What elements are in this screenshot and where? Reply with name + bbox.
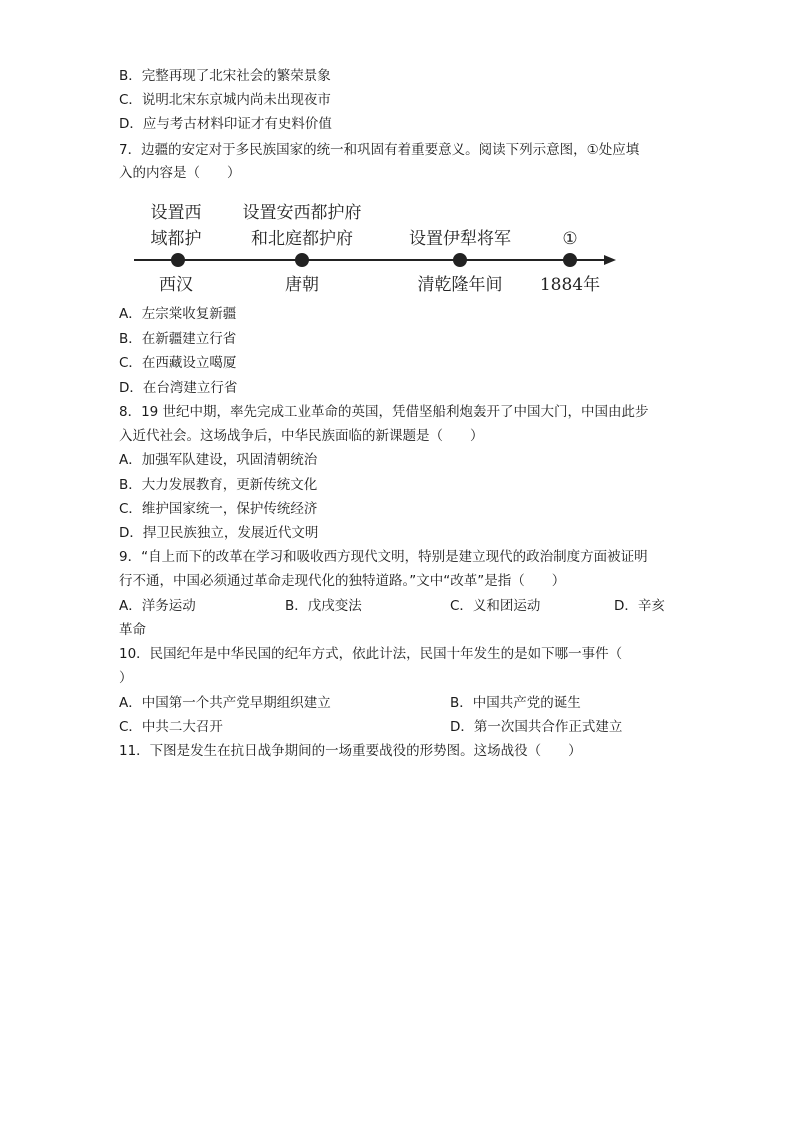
timeline-event-1-bottom: 域都护 — [150, 229, 202, 249]
q8-option-a: A．加强军队建设，巩固清朝统治 — [119, 452, 318, 468]
timeline-era-2: 唐朝 — [285, 275, 319, 295]
timeline-dot-2 — [295, 253, 309, 267]
timeline-era-3: 清乾隆年间 — [417, 275, 503, 295]
q10-option-a: A．中国第一个共产党早期组织建立 — [119, 695, 331, 711]
timeline-dot-4 — [563, 253, 577, 267]
q7-stem-line2: 入的内容是（ ） — [119, 165, 241, 181]
q8-option-c: C．维护国家统一，保护传统经济 — [119, 501, 318, 517]
q9-stem-line2: 行不通，中国必须通过革命走现代化的独特道路。”文中“改革”是指（ ） — [119, 573, 566, 589]
q9-option-d-continued: 革命 — [119, 622, 146, 638]
q9-option-c: C．义和团运动 — [450, 598, 541, 614]
timeline-dot-1 — [171, 253, 185, 267]
timeline-event-2-bottom: 和北庭都护府 — [251, 229, 353, 249]
q7-option-b: B．在新疆建立行省 — [119, 331, 237, 347]
q7-stem-line1: 7．边疆的安定对于多民族国家的统一和巩固有着重要意义。阅读下列示意图，①处应填 — [119, 142, 640, 158]
timeline-era-1: 西汉 — [159, 275, 193, 295]
q11-stem: 11．下图是发生在抗日战争期间的一场重要战役的形势图。这场战役（ ） — [119, 743, 582, 759]
q9-option-a: A．洋务运动 — [119, 598, 196, 614]
timeline-event-2-top: 设置安西都护府 — [242, 203, 362, 223]
timeline-event-3-bottom: 设置伊犁将军 — [409, 229, 511, 249]
q6-option-d: D．应与考古材料印证才有史料价值 — [119, 116, 332, 132]
q10-stem-line1: 10．民国纪年是中华民国的纪年方式，依此计法，民国十年发生的是如下哪一事件（ — [119, 646, 623, 662]
q7-option-d: D．在台湾建立行省 — [119, 380, 238, 396]
q7-option-c: C．在西藏设立噶厦 — [119, 355, 237, 371]
q8-option-b: B．大力发展教育，更新传统文化 — [119, 477, 318, 493]
q8-stem-line2: 入近代社会。这场战争后，中华民族面临的新课题是（ ） — [119, 428, 484, 444]
q10-option-b: B．中国共产党的诞生 — [450, 695, 581, 711]
q10-option-c: C．中共二大召开 — [119, 719, 223, 735]
q6-option-b: B．完整再现了北宋社会的繁荣景象 — [119, 68, 331, 84]
q9-option-d: D．辛亥 — [614, 598, 665, 614]
timeline-era-4: 1884年 — [539, 275, 601, 295]
q10-option-d: D．第一次国共合作正式建立 — [450, 719, 623, 735]
q8-option-d: D．捍卫民族独立，发展近代文明 — [119, 525, 319, 541]
timeline-arrowhead — [604, 255, 616, 265]
q6-option-c: C．说明北宋东京城内尚未出现夜市 — [119, 92, 331, 108]
q10-stem-line2: ） — [119, 670, 133, 686]
timeline-event-1-top: 设置西 — [150, 203, 202, 223]
q9-option-b: B．戊戌变法 — [285, 598, 362, 614]
timeline-diagram — [130, 190, 630, 302]
q8-stem-line1: 8．19 世纪中期，率先完成工业革命的英国，凭借坚船利炮轰开了中国大门，中国由此步 — [119, 404, 649, 420]
timeline-event-4-bottom: ① — [562, 229, 578, 249]
timeline-dot-3 — [453, 253, 467, 267]
q9-stem-line1: 9．“自上而下的改革在学习和吸收西方现代文明，特别是建立现代的政治制度方面被证明 — [119, 549, 648, 565]
q7-option-a: A．左宗棠收复新疆 — [119, 306, 237, 322]
